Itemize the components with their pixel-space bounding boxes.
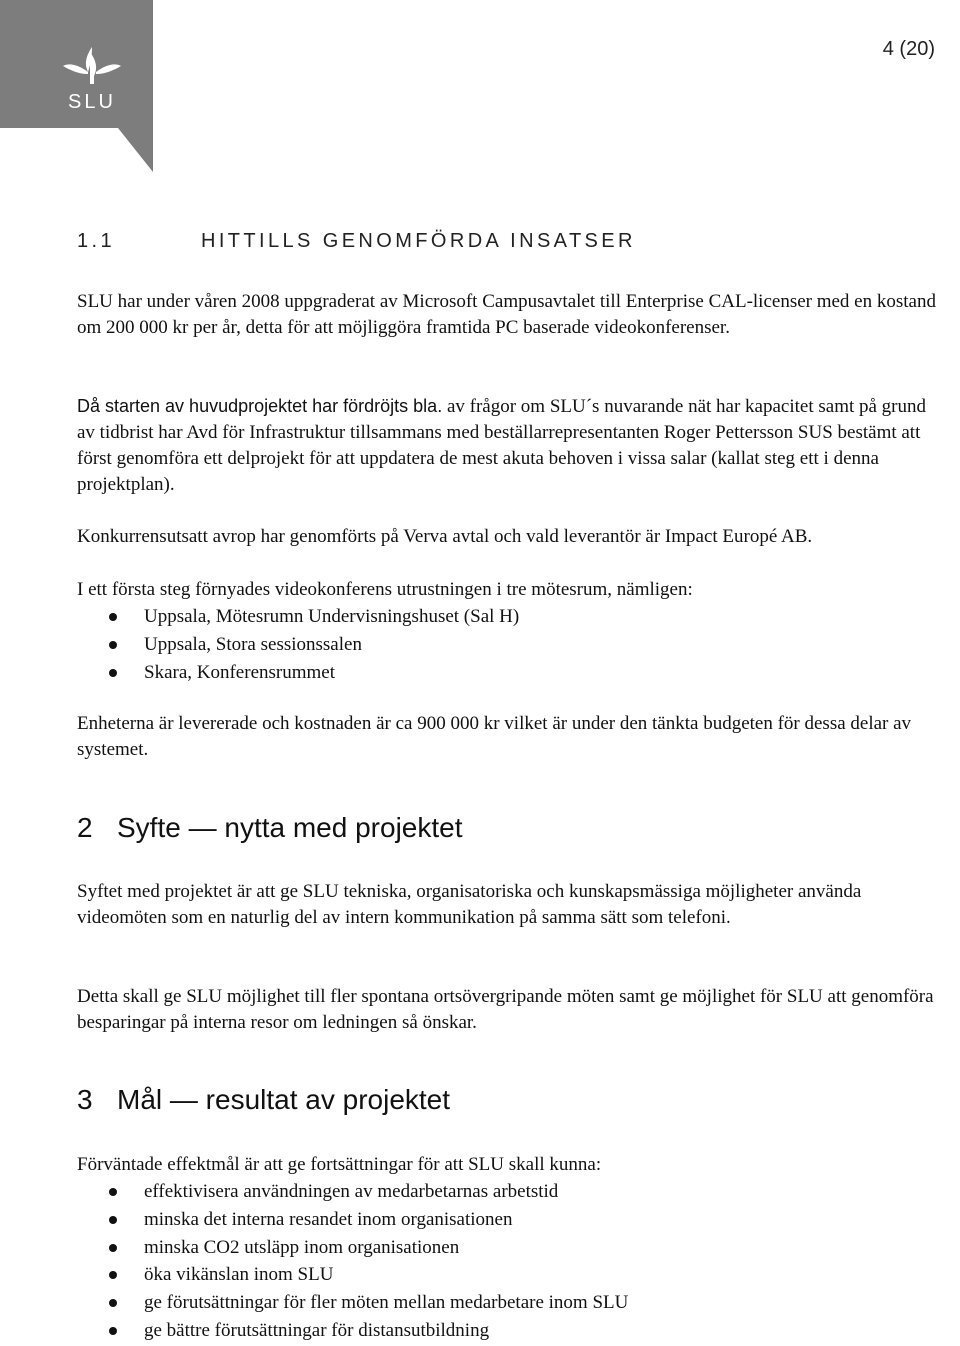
section-title: Mål — resultat av projektet <box>117 1084 451 1115</box>
paragraph: SLU har under våren 2008 uppgraderat av Microsoft Campusavtalet till Enterprise CAL-licenser med en kostand om 200 000 kr per år, detta för att möjliggöra framtida PC baserade videokonferenser. <box>77 291 936 338</box>
section-heading-1-1 <box>77 230 636 253</box>
section-title: HITTILLS GENOMFÖRDA INSATSER <box>201 230 636 252</box>
list-item: minska CO2 utsläpp inom organisationen <box>77 1235 937 1263</box>
list-item: öka vikänslan inom SLU <box>77 1262 937 1290</box>
heading-section-2 <box>77 812 463 844</box>
section-number: 2 <box>77 812 93 843</box>
paragraph: Enheterna är levererade och kostnaden är ca 900 000 kr vilket är under den tänkta budgeten för dessa delar av systemet. <box>77 713 912 760</box>
page-number: 4 (20) <box>882 38 935 60</box>
section-title: Syfte — nytta med projektet <box>117 812 463 843</box>
paragraph: Detta skall ge SLU möjlighet till fler spontana ortsövergripande möten samt ge möjlighet för SLU att genomföra besparingar på interna resor om ledningen så önskar. <box>77 986 934 1033</box>
heading-section-3 <box>77 1084 450 1116</box>
list-item: ge bättre förutsättningar för distansutbildning <box>77 1318 937 1346</box>
paragraph: Syftet med projektet är att ge SLU tekniska, organisatoriska och kunskapsmässiga möjligheter använda videomöten som en naturlig del av intern kommunikation på samma sätt som telefoni. <box>77 881 862 928</box>
goal-list <box>77 1179 937 1346</box>
paragraph <box>77 393 937 498</box>
list-item: Skara, Konferensrummet <box>77 660 937 688</box>
section-number: 3 <box>77 1084 93 1115</box>
paragraph-lead: Då starten av huvudprojektet har fördröjts bla. <box>77 396 443 416</box>
room-list <box>77 604 937 687</box>
list-item: Uppsala, Stora sessionssalen <box>77 632 937 660</box>
paragraph: Konkurrensutsatt avrop har genomförts på Verva avtal och vald leverantör är Impact Europé AB. <box>77 526 813 547</box>
section-number: 1.1 <box>77 230 116 252</box>
paragraph: I ett första steg förnyades videokonferens utrustningen i tre mötesrum, nämligen: <box>77 579 693 600</box>
list-item: effektivisera användningen av medarbetarnas arbetstid <box>77 1179 937 1207</box>
slu-logo <box>0 0 153 172</box>
list-item: Uppsala, Mötesrumn Undervisningshuset (Sal H) <box>77 604 937 632</box>
logo-wordmark: SLU <box>68 91 116 113</box>
list-item: minska det interna resandet inom organisationen <box>77 1207 937 1235</box>
paragraph-rest: av frågor om SLU´s nuvarande nät har kapacitet samt på grund av tidbrist har Avd för Infrastruktur tillsammans med beställarrepresentanten Roger Pettersson SUS bestämt att först genomföra ett delprojekt för att uppdatera de mest akuta behoven i vissa salar (kallat steg ett i denna projektplan). <box>77 396 927 495</box>
list-item: ge förutsättningar för fler möten mellan medarbetare inom SLU <box>77 1290 937 1318</box>
paragraph: Förväntade effektmål är att ge fortsättningar för att SLU skall kunna: <box>77 1154 602 1175</box>
